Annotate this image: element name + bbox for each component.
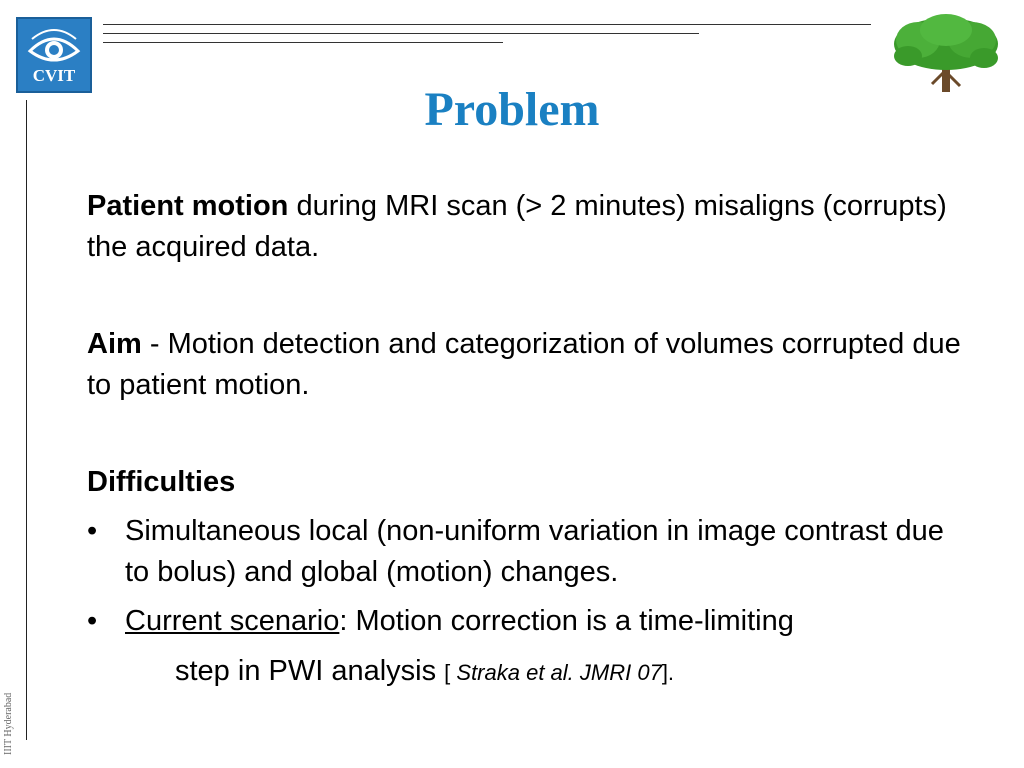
- footer-institution: IIIT Hyderabad: [3, 692, 14, 755]
- citation-italic: Straka et al. JMRI 07: [456, 660, 662, 685]
- continuation-text: step in PWI analysis: [175, 655, 445, 687]
- bullet-2-continuation: [87, 651, 967, 693]
- bullet-symbol: •: [87, 605, 98, 637]
- bullet-2-text: : Motion correction is a time-limiting: [339, 605, 794, 637]
- slide-title: Problem: [424, 83, 600, 136]
- eye-icon: [26, 25, 82, 69]
- bullet-current-scenario: [87, 601, 967, 642]
- paragraph-1-text: during MRI scan (> 2 minutes) misaligns (corrupts) the acquired data.: [87, 190, 947, 263]
- bullet-simultaneous: [87, 511, 967, 593]
- bullet-symbol: •: [87, 515, 98, 547]
- paragraph-2-text: - Motion detection and categorization of volumes corrupted due to patient motion.: [87, 328, 961, 401]
- difficulties-heading: Difficulties: [87, 466, 236, 498]
- header-rule-2: [103, 33, 699, 34]
- header-rule-3: [103, 42, 503, 43]
- paragraph-2-bold: Aim: [87, 328, 142, 360]
- left-vertical-rule: [26, 100, 27, 740]
- bullet-2-underlined: Current scenario: [125, 605, 340, 637]
- logo-text: CVIT: [32, 66, 76, 85]
- citation-open: [: [444, 660, 457, 685]
- citation-close: ].: [661, 660, 675, 685]
- slide-content: [87, 186, 967, 693]
- paragraph-1-bold: Patient motion: [87, 190, 289, 222]
- paragraph-aim: [87, 324, 967, 406]
- paragraph-patient-motion: [87, 186, 967, 268]
- citation: [444, 660, 674, 685]
- bullet-1-text: Simultaneous local (non-uniform variation in image contrast due to bolus) and global (motion) changes.: [125, 515, 944, 588]
- header-rule-1: [103, 24, 871, 25]
